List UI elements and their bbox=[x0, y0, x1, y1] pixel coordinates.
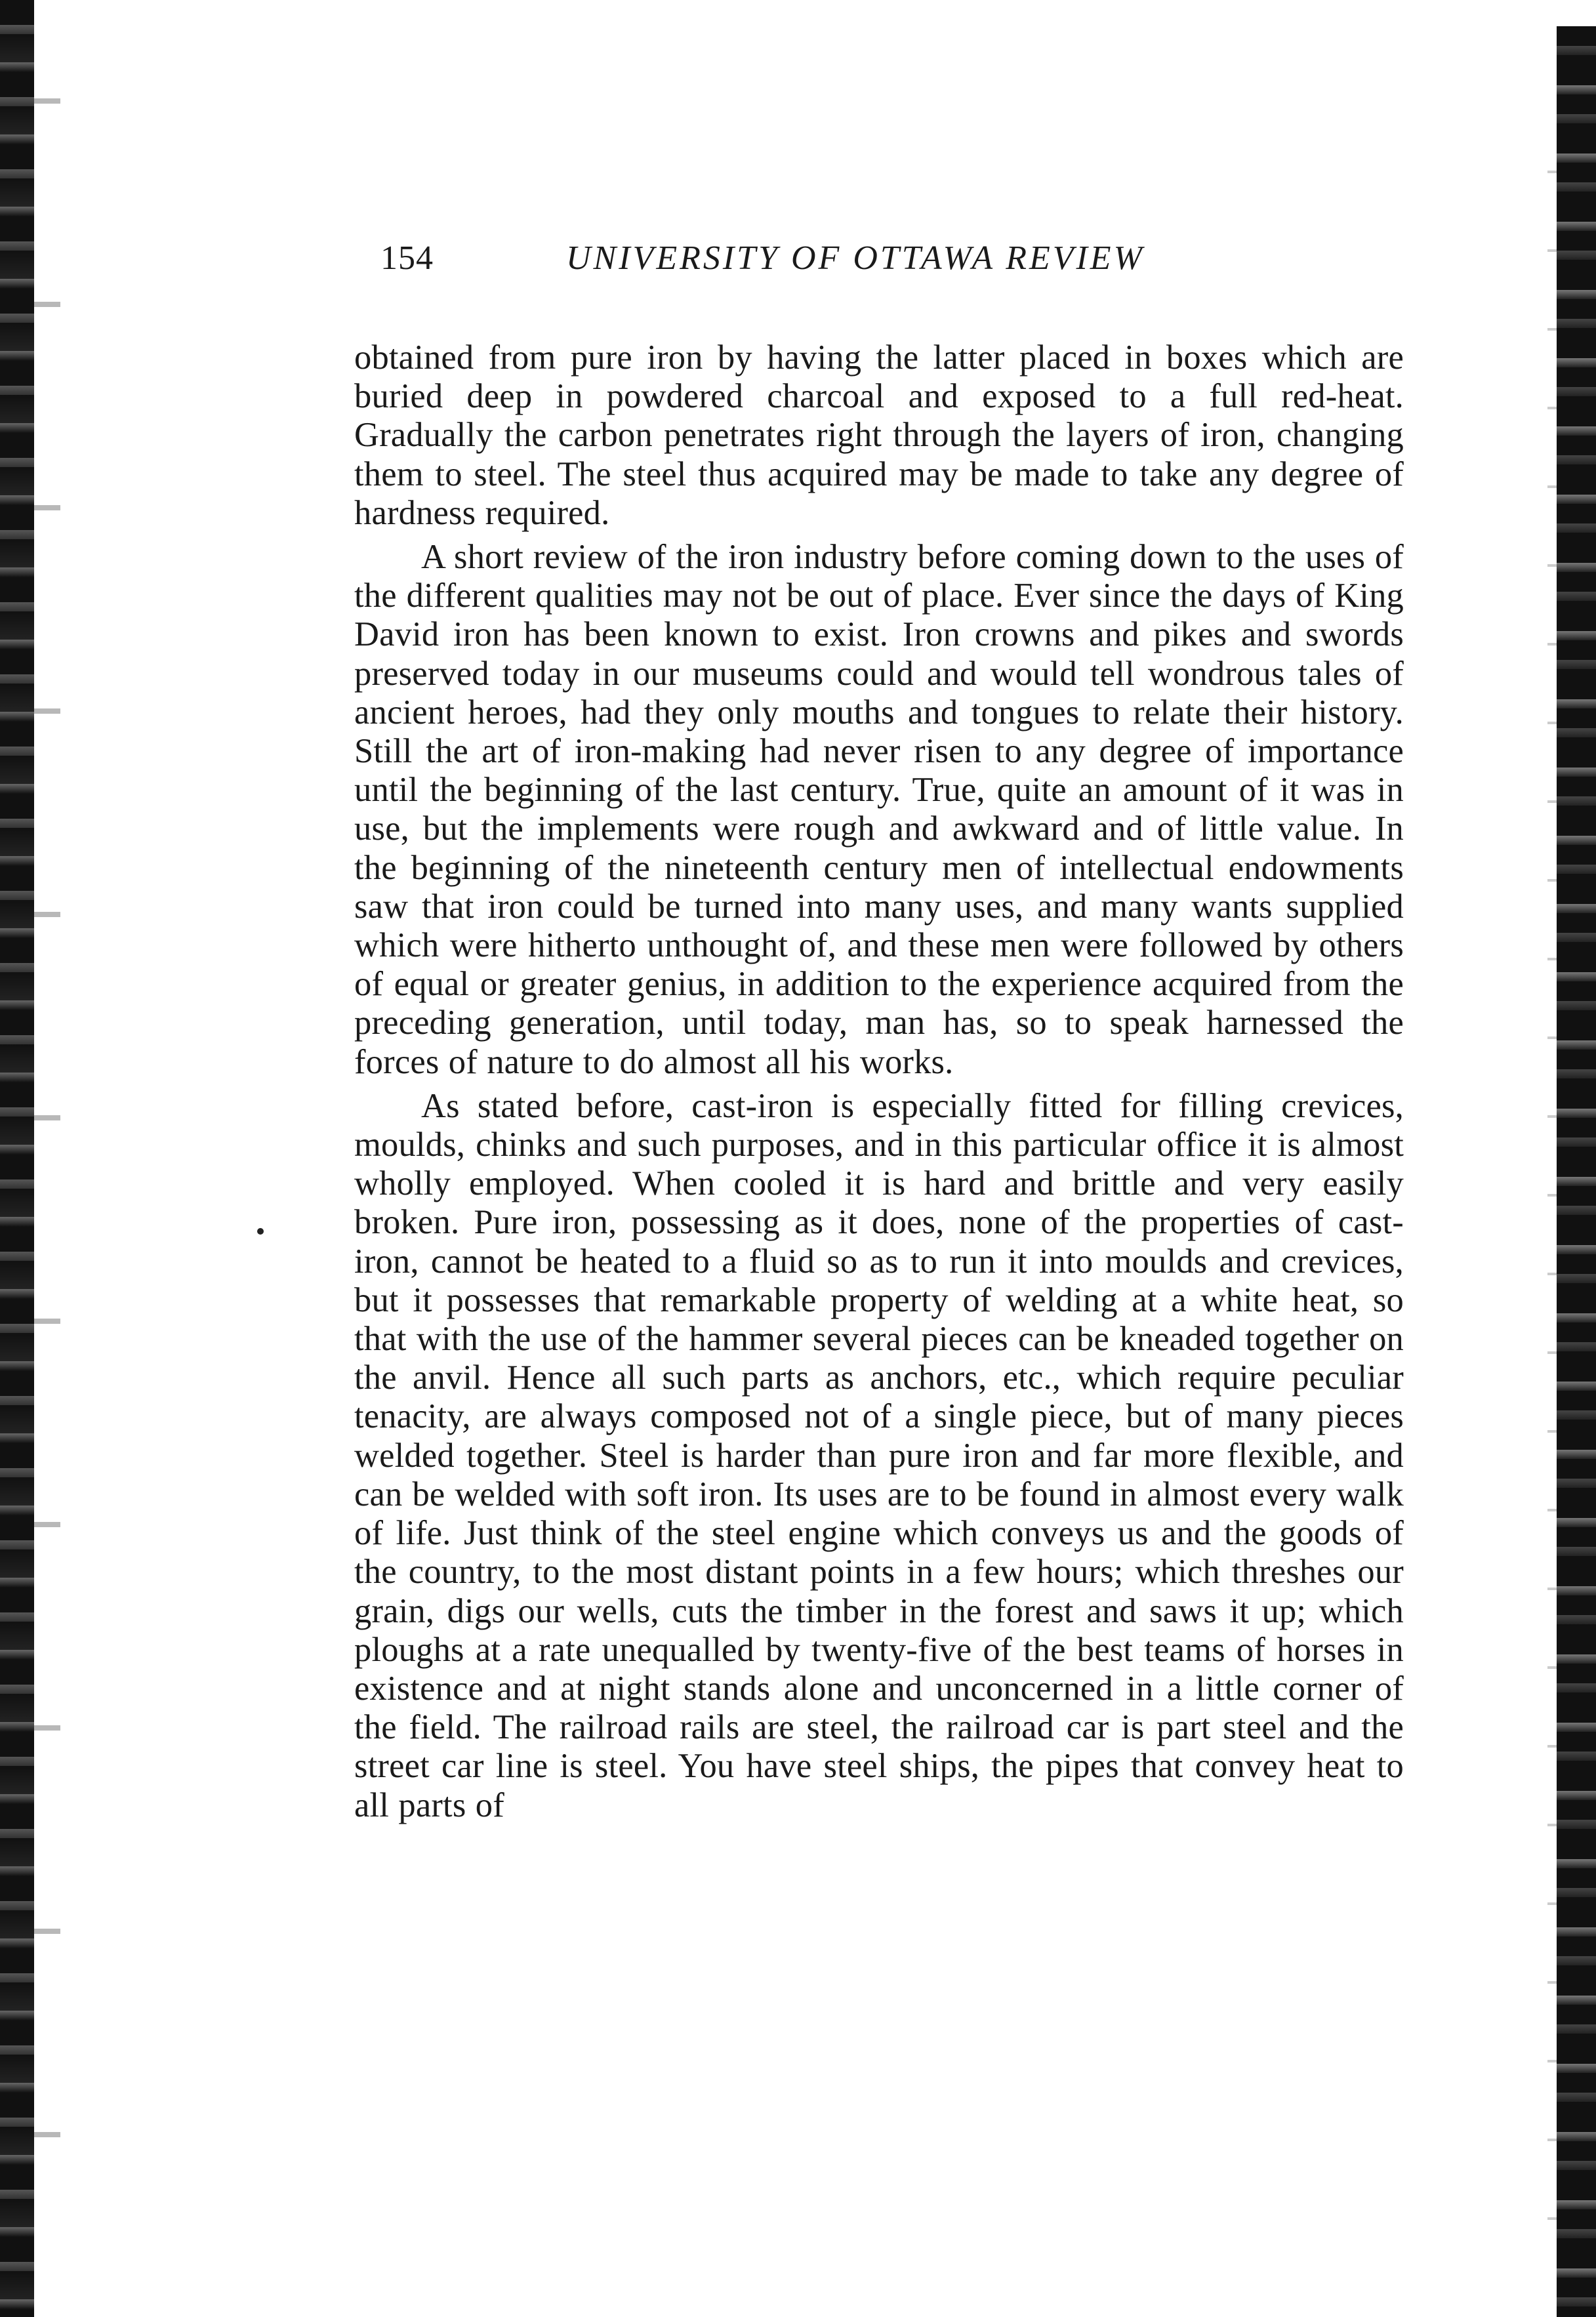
paragraph-uses-of-iron-and-steel: As stated before, cast-iron is especially fitted for filling crevices, moulds, chinks and such purposes, and in this particular office it is almost wholly employed. When cooled it is hard and brittle and very easily broken. Pure iron, possessing as it does, none of the properties of cast-iron, cannot be heated to a fluid so as to run it into moulds and crevices, but it possesses that remarkable property of welding at a white heat, so that with the use of the hammer several pieces can be kneaded together on the anvil. Hence all such parts as anchors, etc., which require peculiar tenacity, are always composed not of a single piece, but of many pieces welded together. Steel is harder than pure iron and far more flexible, and can be welded with soft iron. Its uses are to be found in almost every walk of life. Just think of the steel engine which conveys us and the goods of the country, to the most distant points in a few hours; which threshes our grain, digs our wells, cuts the timber in the forest and saws it up; which ploughs at a rate unequalled by twenty-five of the best teams of horses in existence and at night stands alone and unconcerned in a little corner of the field. The railroad rails are steel, the railroad car is part steel and the street car line is steel. You have steel ships, the pipes that convey heat to all parts of bbox=[354, 1086, 1404, 1824]
paragraph-iron-industry-review: A short review of the iron industry before coming down to the uses of the different qualities may not be out of place. Ever since the days of King David iron has been known to exist. Iron crowns and pikes and swords preserved today in our museums could and would tell wondrous tales of ancient heroes, had they only mouths and tongues to relate their history. Still the art of iron-making had never risen to any degree of importance until the beginning of the last century. True, quite an amount of it was in use, but the implements were rough and awkward and of little value. In the beginning of the nineteenth century men of intellectual endowments saw that iron could be turned into many uses, and many wants supplied which were hitherto unthought of, and these men were followed by others of equal or greater genius, in addition to the experience acquired from the preceding generation, until today, man has, so to speak harnessed the forces of nature to do almost all his works. bbox=[354, 538, 1404, 1081]
scan-edge-right-marks bbox=[1547, 131, 1557, 2296]
scan-edge-right bbox=[1557, 26, 1596, 2317]
page-header bbox=[380, 223, 1319, 295]
body-text bbox=[354, 338, 1404, 1825]
page-number: 154 bbox=[380, 239, 434, 277]
page bbox=[354, 223, 1404, 1825]
scan-edge-left bbox=[0, 0, 34, 2317]
scan-speck bbox=[257, 1228, 264, 1235]
paragraph-continued: obtained from pure iron by having the latter placed in boxes which are buried deep in powdered charcoal and exposed to a full red-heat. Gradually the carbon penetrates right through the layers of iron, changing them to steel. The steel thus acquired may be made to take any degree of hardness required. bbox=[354, 338, 1404, 532]
scan-edge-left-marks bbox=[34, 0, 60, 2317]
running-head: UNIVERSITY OF OTTAWA REVIEW bbox=[566, 239, 1145, 277]
